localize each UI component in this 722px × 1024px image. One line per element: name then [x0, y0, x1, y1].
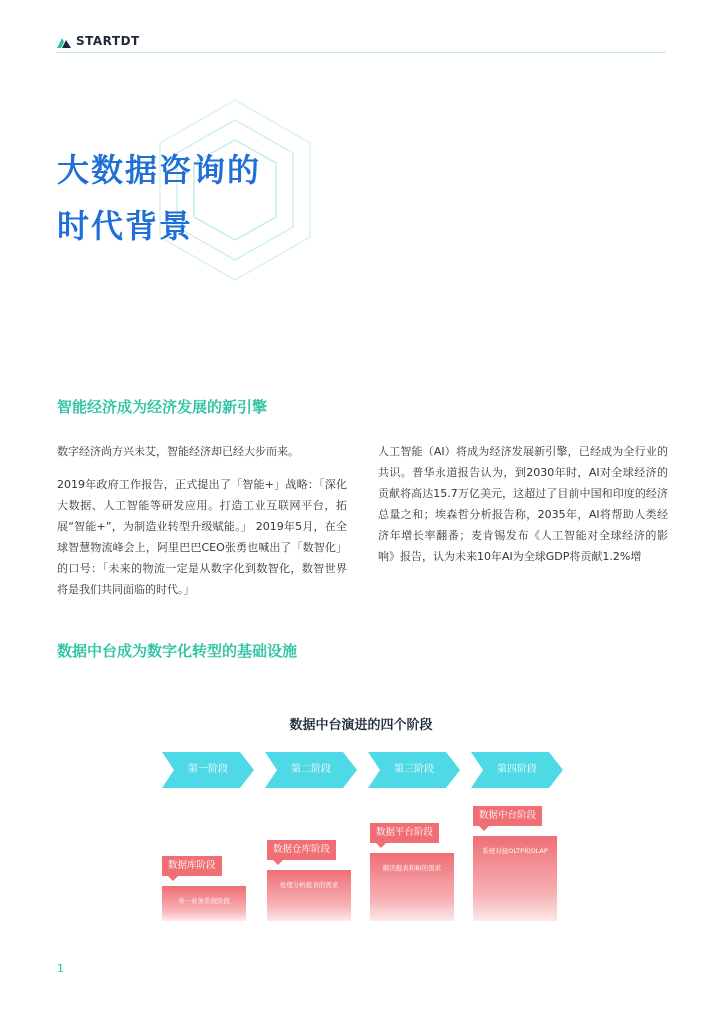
stage-arrow-1 — [162, 752, 254, 788]
stages-chart-title: 数据中台演进的四个阶段 — [289, 718, 433, 733]
stage-description: 处理分析报表的需求 — [279, 881, 339, 889]
stage-description: 系统对接OLTP和OLAP — [482, 847, 548, 855]
page-title-line2: 时代背景 — [57, 207, 194, 245]
stage-tag-4: 数据中台阶段 — [473, 806, 542, 826]
stage-tag-2: 数据仓库阶段 — [267, 840, 336, 860]
startdt-logo-icon — [56, 35, 72, 49]
stage-arrow-label: 第二阶段 — [291, 764, 331, 775]
stage-tag-1: 数据库阶段 — [162, 856, 222, 876]
header-divider — [56, 52, 666, 53]
stage-arrow-label: 第三阶段 — [394, 764, 434, 775]
stage-bar-2 — [267, 870, 351, 921]
stage-description: 单一业务系统阶段 — [178, 897, 230, 905]
paragraph-intro: 数字经济尚方兴未艾，智能经济却已经大步而来。 — [57, 445, 299, 458]
paragraph-government-report: 2019年政府工作报告，正式提出了「智能+」战略：「深化大数据、人工智能等研发应用。打造工业互联网平台，拓展“智能+”，为制造业转型升级赋能。」 2019年5月，在全球智慧物流峰会上，阿里巴巴CEO张勇也喊出了「数智化」的口号：「未来的物流一定是从数字化到数智化，数智世界将是我们共同面临的时代。」 — [57, 478, 347, 596]
section-heading-data-platform: 数据中台成为数字化转型的基础设施 — [57, 642, 298, 660]
page-number: 1 — [57, 962, 64, 975]
paragraph-ai-engine: 人工智能（AI）将成为经济发展新引擎，已经成为全行业的共识。普华永道报告认为，到2030年时，AI对全球经济的贡献将高达15.7万亿美元，这超过了目前中国和印度的经济总量之和；埃森哲分析报告称，2035年，AI将帮助人类经济年增长率翻番；麦肯锡发布《人工智能对全球经济的影响》报告，认为未来10年AI为全球GDP将贡献1.2%增 — [378, 445, 668, 563]
stage-bar-1 — [162, 886, 246, 921]
brand-name: STARTDT — [76, 34, 140, 48]
stage-arrow-label: 第四阶段 — [497, 764, 537, 775]
stage-arrow-label: 第一阶段 — [188, 764, 228, 775]
stage-arrow-3 — [368, 752, 460, 788]
page-title — [57, 142, 261, 254]
stage-description: 解决报表和BI的需求 — [382, 864, 442, 872]
stage-bar-4 — [473, 836, 557, 921]
stage-arrow-4 — [471, 752, 563, 788]
page-title-line1: 大数据咨询的 — [57, 151, 262, 189]
stage-bar-3 — [370, 853, 454, 921]
section-heading-smart-economy: 智能经济成为经济发展的新引擎 — [57, 398, 268, 416]
header — [56, 34, 666, 54]
stage-tag-3: 数据平台阶段 — [370, 823, 439, 843]
stage-arrow-2 — [265, 752, 357, 788]
